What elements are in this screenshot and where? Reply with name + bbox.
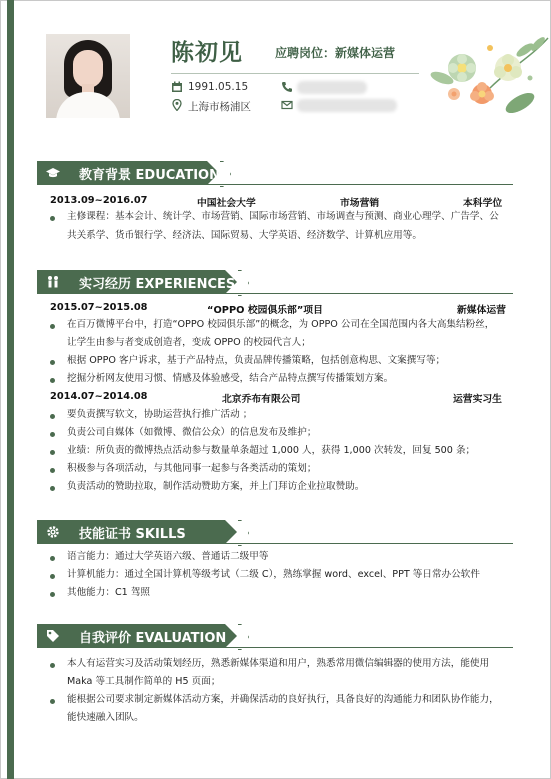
job1-line: 根据 OPPO 客户诉求，基于产品特点，负责品牌传播策略，包括创意构思、文案撰写等； [67, 355, 446, 366]
edu-major: 市场营销 [340, 198, 380, 209]
edu-line: 共关系学、货币银行学、经济法、国际贸易、大学英语、经济数学、计算机应用等。 [67, 230, 422, 241]
education-divider [37, 184, 513, 185]
bullet [50, 574, 55, 579]
job1-date: 2015.07~2015.08 [50, 302, 148, 313]
education-title: 教育背景 EDUCATION [79, 168, 220, 183]
location-icon [171, 99, 183, 111]
bullet [50, 324, 55, 329]
skills-title: 技能证书 SKILLS [79, 527, 186, 542]
job2-line: 负责公司自媒体（如微博、微信公众）的信息发布及维护； [67, 427, 317, 438]
skill-line: 其他能力：C1 驾照 [67, 587, 151, 598]
location: 上海市杨浦区 [188, 101, 251, 113]
skill-line: 语言能力：通过大学英语六级、普通话二级甲等 [67, 551, 269, 562]
job2-role: 运营实习生 [453, 394, 502, 405]
bullet [50, 699, 55, 704]
job1-role: 新媒体运营 [457, 305, 506, 316]
phone-icon [281, 81, 293, 93]
left-accent-bar [7, 0, 14, 779]
edu-degree: 本科学位 [463, 198, 503, 209]
skills-divider [37, 543, 513, 544]
job2-line: 负责活动的赞助拉取，制作活动赞助方案，并上门拜访企业拉取赞助。 [67, 481, 365, 492]
job1-line: 在百万微博平台中，打造“OPPO 校园俱乐部”的概念，为 OPPO 公司在全国范围内各大高集结粉丝， [67, 319, 495, 330]
bullet [50, 592, 55, 597]
experience-title: 实习经历 EXPERIENCES [79, 277, 236, 292]
bullet [50, 432, 55, 437]
evaluation-title: 自我评价 EVALUATION [79, 631, 227, 646]
mail-icon [281, 99, 293, 111]
bullet [50, 216, 55, 221]
bullet [50, 450, 55, 455]
eval-line: Maka 等工具制作简单的 H5 页面； [67, 676, 221, 687]
header-divider [171, 73, 419, 74]
eval-line: 本人有运营实习及活动策划经历，熟悉新媒体渠道和用户，熟悉常用微信编辑器的使用方法，能使用 [67, 658, 490, 669]
edu-school: 中国社会大学 [197, 198, 256, 209]
email-redacted [297, 99, 397, 112]
bullet [50, 378, 55, 383]
job2-line: 业绩：所负责的微博热点活动参与数量单条超过 1,000 人，获得 1,000 次转发，回复 500 条； [67, 445, 476, 456]
bullet [50, 556, 55, 561]
evaluation-divider [37, 647, 513, 648]
job1-line: 挖掘分析网友使用习惯、情感及体验感受，结合产品特点撰写传播策划方案。 [67, 373, 394, 384]
job2-line: 要负责撰写软文，协助运营执行推广活动 ； [67, 409, 253, 420]
bullet [50, 663, 55, 668]
phone-redacted [297, 81, 367, 94]
tag-icon [46, 629, 60, 643]
job2-org: 北京乔布有限公司 [222, 394, 301, 405]
edu-date: 2013.09~2016.07 [50, 195, 148, 206]
job1-org: “OPPO 校园俱乐部”项目 [207, 305, 323, 316]
eval-line: 能根据公司要求制定新媒体活动方案，并确保活动的良好执行，具备良好的沟通能力和团队协作能力， [67, 694, 499, 705]
bullet [50, 360, 55, 365]
bullet [50, 486, 55, 491]
edu-line: 主修课程：基本会计、统计学、市场营销、国际市场营销、市场调查与预测、商业心理学、广告学、公 [67, 211, 499, 222]
candidate-name: 陈初见 [171, 40, 243, 66]
eval-line: 能快速融入团队。 [67, 712, 144, 723]
graduation-cap-icon [46, 166, 60, 180]
job-target: 应聘岗位：新媒体运营 [275, 46, 396, 60]
job1-line: 让学生由参与者变成创造者，变成 OPPO 的校园代言人； [67, 337, 311, 348]
experience-divider [37, 293, 513, 294]
calendar-icon [171, 81, 183, 93]
job2-line: 积极参与各项活动，与其他同事一起参与各类活动的策划； [67, 463, 317, 474]
gear-icon [46, 525, 60, 539]
people-icon [46, 275, 60, 289]
birthday: 1991.05.15 [188, 81, 249, 93]
profile-photo [46, 34, 130, 118]
bullet [50, 414, 55, 419]
skill-line: 计算机能力：通过全国计算机等级考试（二级 C），熟练掌握 word、excel、PPT 等日常办公软件 [67, 569, 480, 580]
bullet [50, 468, 55, 473]
job2-date: 2014.07~2014.08 [50, 391, 148, 402]
flower-decoration-icon [430, 28, 550, 118]
